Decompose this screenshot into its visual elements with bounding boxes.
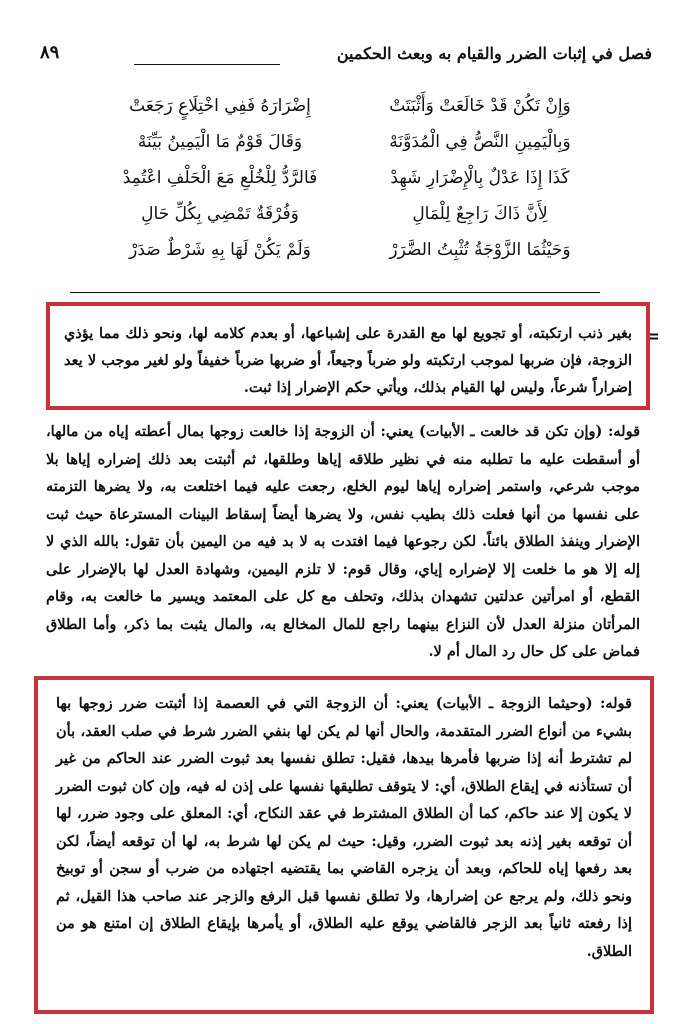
commentary-paragraph-1 <box>46 418 640 666</box>
commentary-lead: قوله: (وحيثما الزوجة ـ الأبيات) <box>435 695 632 712</box>
verse-hemistich-left: وَلَمْ يَكُنْ لَهَا بِهِ شَرْطٌ صَدَرْ <box>129 240 311 260</box>
verse-block <box>100 88 600 268</box>
verse-hemistich-left: وَقَالَ قَوْمٌ مَا الْيَمِينُ بَيِّنَهْ <box>137 132 303 152</box>
header-rule <box>134 64 280 65</box>
highlight-box-footnote <box>46 302 650 410</box>
verse-line <box>100 160 600 196</box>
page-number: ٨٩ <box>40 42 60 63</box>
verse-line <box>100 196 600 232</box>
verse-hemistich-left: إِضْرَارَهُ فَفِي اخْتِلَاعٍ رَجَعَتْ <box>129 96 311 116</box>
verse-hemistich-right: وَإِنْ تَكُنْ قَدْ خَالَعَتْ وَأَثْبَتَتْ <box>389 96 571 116</box>
continuation-mark: = <box>644 326 660 347</box>
commentary-body: يعني: أن الزوجة إذا خالعت زوجها بمال أعطته إياه من مالها، أو أسقطت عليه ما تطلبه منه في نظير طلاقه إياها وطلقها، ثم أثبتت بعد ذلك إضراره إياها بلا موجب شرعي، واستمر إضراره إياها ليوم الخلع، رجعت عليه فيما اختلعت به، ولا يضرها التزمته على نفسها من أنها فعلت ذلك بطيب نفس، ولا يضرها أيضاً إسقاط البينات المسترعاة حيث ثبت الإضرار وينفذ الطلاق بائناً. لكن رجوعها فيما افتدت به لا بد فيه من اليمين بأن تقول: بالله الذي لا إله إلا هو ما خلعت إلا لإضراره إياي، وقال قوم: لا تلزم اليمين، وشهادة العدل لها بالإضرار على القطع، أو امرأتين عدلتين تشهدان بذلك، وتحلف مع كل على المعتمد ويسير ما خالعت به، وقام المرأتان منزلة العدل لأن النزاع بينهما راجع للمال المخالع به، والمال يثبت بما ذكر، وأما الطلاق فماض على كل حال رد المال أم لا. <box>46 423 640 660</box>
verse-line <box>100 232 600 268</box>
verse-line <box>100 124 600 160</box>
verse-hemistich-left: وَفُرْقَةٌ تَمْضِي بِكُلِّ حَالِ <box>141 204 299 224</box>
verse-hemistich-right: لِأَنَّ ذَاكَ رَاجِعٌ لِلْمَالِ <box>412 204 548 224</box>
verse-hemistich-right: كَذَا إِذَا عَدْلٌ بِالْإِضْرَارِ شَهِدْ <box>390 168 570 188</box>
page-header <box>34 36 652 76</box>
commentary-lead: قوله: (وإن تكن قد خالعت ـ الأبيات) <box>418 423 641 440</box>
verse-line <box>100 88 600 124</box>
footnote-text: بغير ذنب ارتكبته، أو تجويع لها مع القدرة على إشباعها، أو بعدم كلامه لها، ونحو ذلك مما يؤذي الزوجة، فإن ضربها لموجب ارتكبته ولو ضرباً وجيعاً، أو ضربها ضرباً خفيفاً ولو لغير موجب لا يعد إضراراً شرعاً، وليس لها القيام بذلك، ويأتي حكم الإضرار إذا ثبت. <box>64 325 632 396</box>
highlight-box-commentary <box>34 676 654 1014</box>
verse-hemistich-left: فَالرَّدُّ لِلْخُلْعِ مَعَ الْحَلْفِ اعْتُمِدْ <box>122 168 318 188</box>
commentary-body: يعني: أن الزوجة التي في العصمة إذا أثبتت ضرر زوجها بها بشيء من أنواع الضرر المتقدمة، والحال أنها لم يكن لها بنفي الضرر شرط في صلب العقد، بأن لم تشترط أنه إذا ضربها فأمرها بيدها، فقيل: تطلق نفسها بعد ثبوت الضرر عند الحاكم من غير أن تستأذنه في إيقاع الطلاق، أي: لا يتوقف تطليقها نفسها على إذن له فيه، وإن كان ثبوت الضرر لا يكون إلا عند حاكم، كما أن الطلاق المشترط في عقد النكاح، أي: المعلق على وجود ضرر، لها أن توقعه بغير إذنه بعد ثبوت الضرر، وقيل: حيث لم يكن لها شرط به، لها أن توقعه أيضاً، لكن بعد رفعها إياه للحاكم، وبعد أن يزجره القاضي بما يقتضيه اجتهاده من ضرب أو سجن أو توبيخ ونحو ذلك، ولم يرجع عن إضرارها، ولا تطلق نفسها قبل الرفع والزجر عند صاحب هذا القيل، ثم إذا رفعته ثانياً بعد الزجر فالقاضي يوقع عليه الطلاق، أو يأمرها بإيقاع الطلاق إن امتنع هو من الطلاق. <box>56 695 632 960</box>
verse-hemistich-right: وَبِالْيَمِينِ النَّصُّ فِي الْمُدَوَّنَهْ <box>389 132 571 152</box>
section-divider <box>70 292 600 293</box>
chapter-title: فصل في إثبات الضرر والقيام به وبعث الحكمين <box>336 44 652 63</box>
verse-hemistich-right: وَحَيْثُمَا الزَّوْجَةُ تُثْبِتُ الضَّرَرْ <box>389 240 571 260</box>
